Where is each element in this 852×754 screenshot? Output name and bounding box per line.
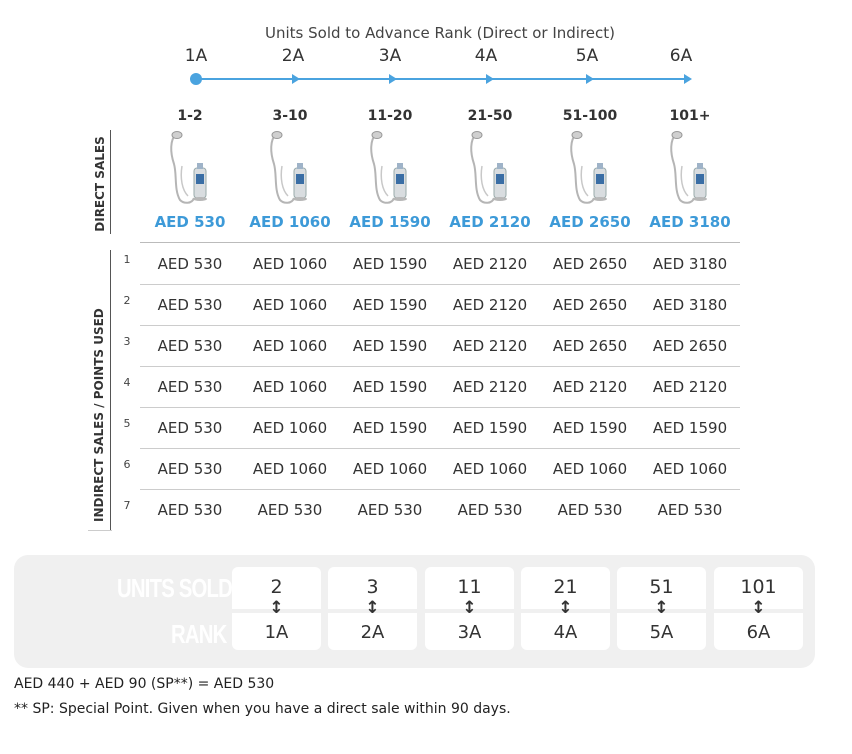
table-cell: AED 1590 [352, 296, 428, 314]
range-label-3: 11-20 [367, 108, 413, 124]
table-top-rule [140, 242, 740, 243]
arrow-right-icon [292, 74, 300, 84]
summary-box [328, 567, 417, 650]
table-cell: AED 1060 [552, 460, 628, 478]
direct-price-5: AED 2650 [549, 213, 631, 231]
units-value: 2 [270, 576, 283, 598]
table-cell: AED 530 [157, 419, 223, 437]
table-cell: AED 1590 [352, 419, 428, 437]
units-value: 51 [649, 576, 674, 598]
range-label-1: 1-2 [177, 108, 203, 124]
table-cell: AED 1060 [252, 419, 328, 437]
water-filter-icon [468, 130, 512, 206]
table-cell: AED 2120 [452, 296, 528, 314]
range-label-5: 51-100 [562, 108, 618, 124]
units-value: 3 [366, 576, 379, 598]
table-cell: AED 530 [357, 501, 423, 519]
rank-start-dot [190, 73, 202, 85]
table-cell: AED 1590 [452, 419, 528, 437]
water-filter-icon [568, 130, 612, 206]
up-down-arrow-icon: ↕ [751, 598, 766, 618]
summary-box [232, 567, 321, 650]
table-cell: AED 530 [557, 501, 623, 519]
summary-box [714, 567, 803, 650]
table-cell: AED 1060 [252, 378, 328, 396]
water-filter-icon [168, 130, 212, 206]
table-cell: AED 2120 [452, 337, 528, 355]
arrow-right-icon [586, 74, 594, 84]
rank-value: 6A [746, 622, 771, 643]
row-divider [140, 407, 740, 408]
table-cell: AED 530 [157, 501, 223, 519]
table-cell: AED 1590 [352, 337, 428, 355]
water-filter-icon [368, 130, 412, 206]
rank-label-2: 2A [281, 46, 305, 66]
direct-price-2: AED 1060 [249, 213, 331, 231]
arrow-right-icon [486, 74, 494, 84]
table-cell: AED 530 [157, 378, 223, 396]
units-value: 21 [553, 576, 578, 598]
direct-sales-label: DIRECT SALES [93, 136, 107, 232]
table-cell: AED 530 [157, 296, 223, 314]
up-down-arrow-icon: ↕ [365, 598, 380, 618]
rank-value: 4A [553, 622, 578, 643]
table-cell: AED 1060 [452, 460, 528, 478]
row-divider [140, 325, 740, 326]
table-cell: AED 530 [157, 337, 223, 355]
table-cell: AED 1060 [252, 337, 328, 355]
table-cell: AED 3180 [652, 255, 728, 273]
water-filter-icon [268, 130, 312, 206]
sp-note: ** SP: Special Point. Given when you have a direct sale within 90 days. [14, 701, 511, 717]
arrow-right-icon [389, 74, 397, 84]
rank-label-6: 6A [669, 46, 693, 66]
table-cell: AED 1590 [352, 378, 428, 396]
rank-value: 5A [649, 622, 674, 643]
row-number: 4 [123, 376, 131, 389]
direct-price-6: AED 3180 [649, 213, 731, 231]
rank-value: 1A [264, 622, 289, 643]
table-cell: AED 1060 [252, 296, 328, 314]
up-down-arrow-icon: ↕ [269, 598, 284, 618]
rank-label-4: 4A [474, 46, 498, 66]
rank-value: 3A [457, 622, 482, 643]
table-cell: AED 1590 [652, 419, 728, 437]
table-cell: AED 1060 [252, 460, 328, 478]
table-cell: AED 2120 [452, 255, 528, 273]
direct-price-4: AED 2120 [449, 213, 531, 231]
units-value: 11 [457, 576, 482, 598]
range-label-2: 3-10 [272, 108, 308, 124]
table-cell: AED 3180 [652, 296, 728, 314]
summary-box [521, 567, 610, 650]
table-cell: AED 530 [657, 501, 723, 519]
rank-value: 2A [360, 622, 385, 643]
rank-label-5: 5A [575, 46, 599, 66]
units-value: 101 [740, 576, 777, 598]
rank-label: RANK [171, 619, 227, 649]
row-number: 3 [123, 335, 131, 348]
rank-label-1: 1A [184, 46, 208, 66]
table-cell: AED 1590 [552, 419, 628, 437]
table-cell: AED 2120 [652, 378, 728, 396]
table-cell: AED 2650 [652, 337, 728, 355]
rank-track [196, 78, 690, 80]
up-down-arrow-icon: ↕ [462, 598, 477, 618]
table-cell: AED 1060 [252, 255, 328, 273]
row-divider [140, 448, 740, 449]
row-divider [140, 284, 740, 285]
units-sold-label: UNITS SOLD [117, 573, 233, 603]
table-cell: AED 530 [457, 501, 523, 519]
table-cell: AED 1060 [652, 460, 728, 478]
water-filter-icon [668, 130, 712, 206]
table-cell: AED 2650 [552, 337, 628, 355]
direct-price-3: AED 1590 [349, 213, 431, 231]
table-cell: AED 2650 [552, 296, 628, 314]
row-number: 6 [123, 458, 131, 471]
row-divider [140, 489, 740, 490]
formula-note: AED 440 + AED 90 (SP**) = AED 530 [14, 676, 275, 692]
row-number: 2 [123, 294, 131, 307]
direct-divider [110, 130, 111, 234]
table-cell: AED 2650 [552, 255, 628, 273]
up-down-arrow-icon: ↕ [654, 598, 669, 618]
table-bottom-rule [88, 530, 112, 531]
row-number: 1 [123, 253, 131, 266]
summary-box [425, 567, 514, 650]
table-cell: AED 2120 [552, 378, 628, 396]
table-cell: AED 530 [257, 501, 323, 519]
indirect-sales-label: INDIRECT SALES / POINTS USED [92, 308, 106, 522]
range-label-6: 101+ [669, 108, 711, 124]
table-cell: AED 2120 [452, 378, 528, 396]
table-cell: AED 1590 [352, 255, 428, 273]
up-down-arrow-icon: ↕ [558, 598, 573, 618]
row-divider [140, 366, 740, 367]
summary-box [617, 567, 706, 650]
row-number: 7 [123, 499, 131, 512]
row-number: 5 [123, 417, 131, 430]
range-label-4: 21-50 [467, 108, 513, 124]
arrow-right-icon [684, 74, 692, 84]
page-title: Units Sold to Advance Rank (Direct or Indirect) [265, 24, 615, 42]
table-cell: AED 530 [157, 255, 223, 273]
rank-label-3: 3A [378, 46, 402, 66]
direct-price-1: AED 530 [154, 213, 226, 231]
table-cell: AED 530 [157, 460, 223, 478]
table-cell: AED 1060 [352, 460, 428, 478]
indirect-divider [110, 250, 111, 530]
